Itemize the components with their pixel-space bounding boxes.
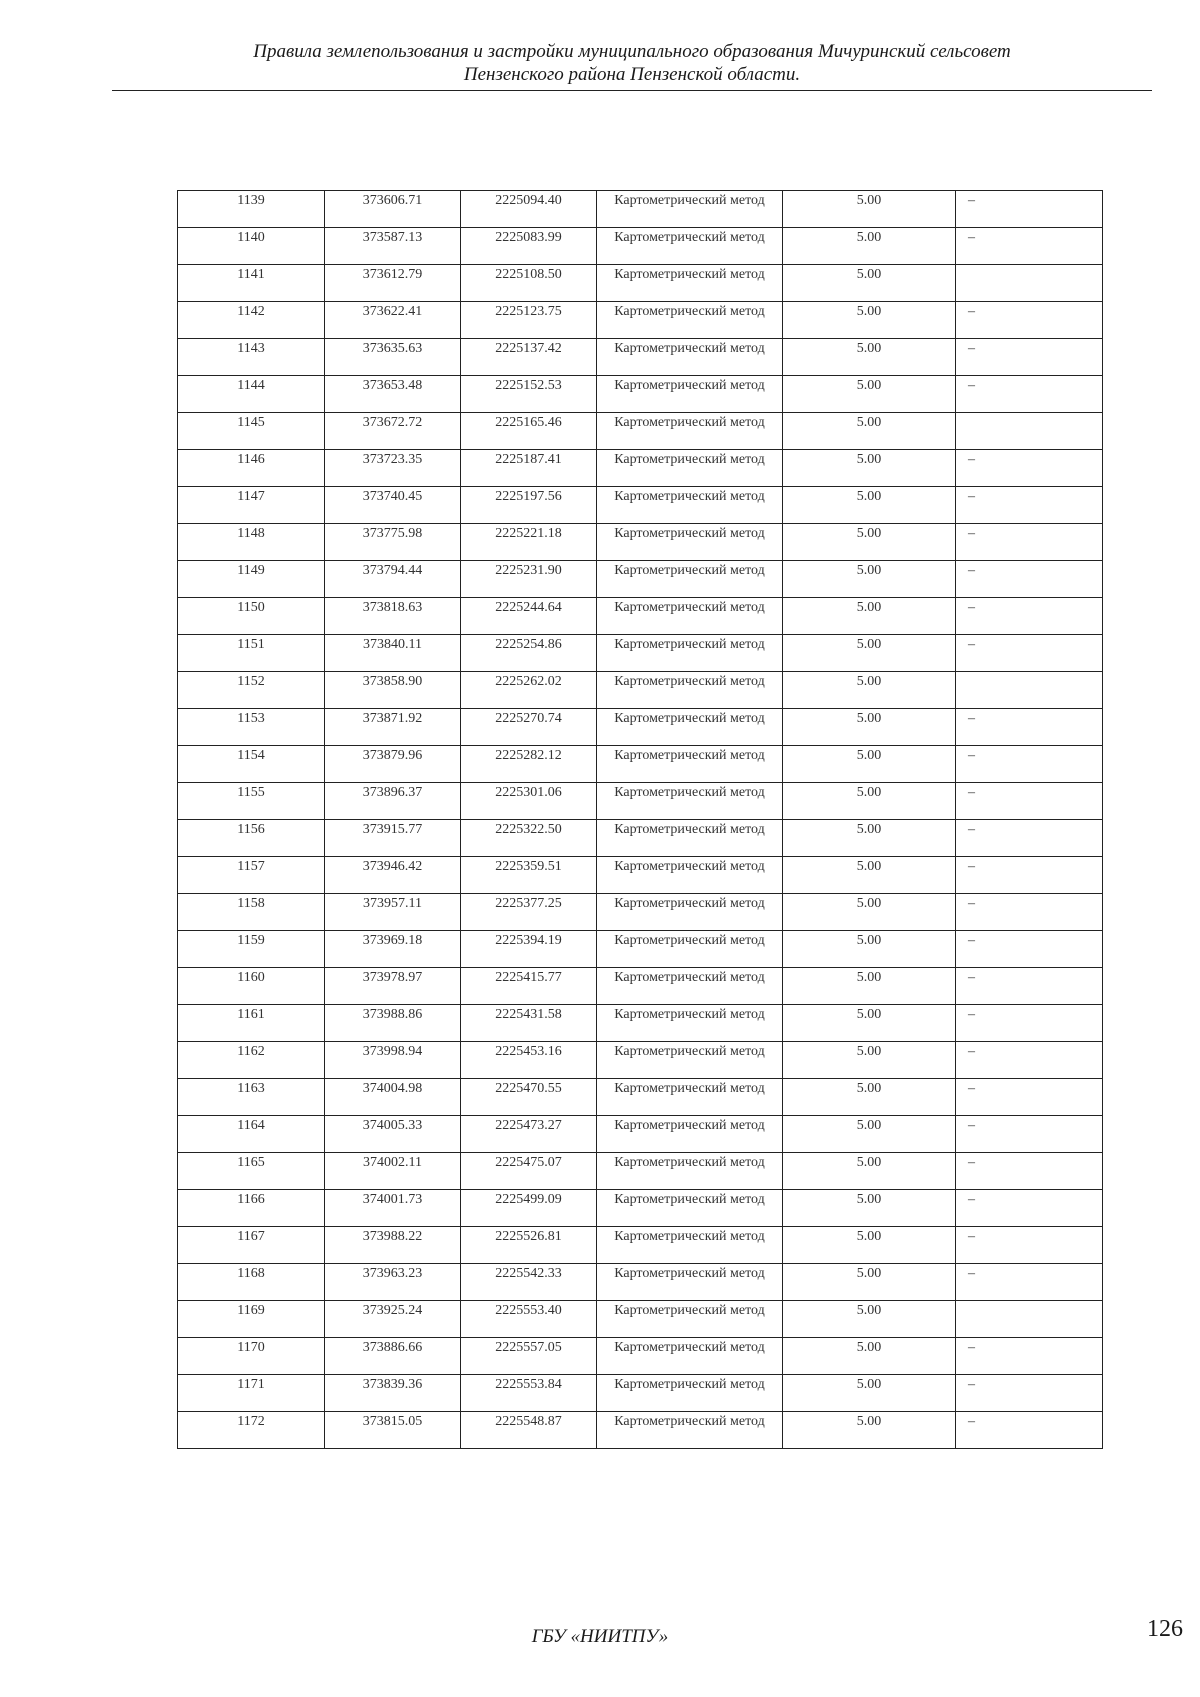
- accuracy-cell: 5.00: [783, 1079, 956, 1116]
- table-row: [178, 783, 1103, 820]
- x-coordinate-cell: 373839.36: [325, 1375, 461, 1412]
- accuracy-cell: 5.00: [783, 598, 956, 635]
- header-line-1: Правила землепользования и застройки муниципального образования Мичуринский сельсовет: [253, 41, 1011, 62]
- x-coordinate-cell: 373998.94: [325, 1042, 461, 1079]
- x-coordinate-cell: 374004.98: [325, 1079, 461, 1116]
- note-cell: –: [956, 746, 1103, 783]
- x-coordinate-cell: 373606.71: [325, 191, 461, 228]
- table-row: [178, 339, 1103, 376]
- note-cell: [956, 1301, 1103, 1338]
- x-coordinate-cell: 373612.79: [325, 265, 461, 302]
- note-cell: –: [956, 1079, 1103, 1116]
- accuracy-cell: 5.00: [783, 968, 956, 1005]
- table-row: [178, 524, 1103, 561]
- point-number-cell: 1140: [178, 228, 325, 265]
- method-cell: Картометрический метод: [597, 561, 783, 598]
- accuracy-cell: 5.00: [783, 561, 956, 598]
- y-coordinate-cell: 2225244.64: [461, 598, 597, 635]
- coordinates-table-body: [178, 191, 1103, 1449]
- table-row: [178, 561, 1103, 598]
- method-cell: Картометрический метод: [597, 598, 783, 635]
- accuracy-cell: 5.00: [783, 857, 956, 894]
- point-number-cell: 1145: [178, 413, 325, 450]
- table-row: [178, 1116, 1103, 1153]
- accuracy-cell: 5.00: [783, 376, 956, 413]
- note-cell: –: [956, 1042, 1103, 1079]
- point-number-cell: 1172: [178, 1412, 325, 1449]
- table-row: [178, 1227, 1103, 1264]
- x-coordinate-cell: 373886.66: [325, 1338, 461, 1375]
- method-cell: Картометрический метод: [597, 968, 783, 1005]
- accuracy-cell: 5.00: [783, 820, 956, 857]
- point-number-cell: 1150: [178, 598, 325, 635]
- x-coordinate-cell: 373858.90: [325, 672, 461, 709]
- note-cell: –: [956, 1116, 1103, 1153]
- x-coordinate-cell: 373925.24: [325, 1301, 461, 1338]
- y-coordinate-cell: 2225453.16: [461, 1042, 597, 1079]
- method-cell: Картометрический метод: [597, 450, 783, 487]
- point-number-cell: 1160: [178, 968, 325, 1005]
- y-coordinate-cell: 2225197.56: [461, 487, 597, 524]
- method-cell: Картометрический метод: [597, 1153, 783, 1190]
- method-cell: Картометрический метод: [597, 1079, 783, 1116]
- table-row: [178, 1042, 1103, 1079]
- note-cell: –: [956, 894, 1103, 931]
- accuracy-cell: 5.00: [783, 524, 956, 561]
- x-coordinate-cell: 374001.73: [325, 1190, 461, 1227]
- table-row: [178, 598, 1103, 635]
- y-coordinate-cell: 2225165.46: [461, 413, 597, 450]
- accuracy-cell: 5.00: [783, 931, 956, 968]
- note-cell: –: [956, 931, 1103, 968]
- y-coordinate-cell: 2225254.86: [461, 635, 597, 672]
- accuracy-cell: 5.00: [783, 1301, 956, 1338]
- point-number-cell: 1148: [178, 524, 325, 561]
- table-row: [178, 1375, 1103, 1412]
- y-coordinate-cell: 2225431.58: [461, 1005, 597, 1042]
- accuracy-cell: 5.00: [783, 1375, 956, 1412]
- note-cell: –: [956, 339, 1103, 376]
- x-coordinate-cell: 373988.86: [325, 1005, 461, 1042]
- table-row: [178, 1301, 1103, 1338]
- note-cell: –: [956, 1005, 1103, 1042]
- accuracy-cell: 5.00: [783, 1227, 956, 1264]
- y-coordinate-cell: 2225262.02: [461, 672, 597, 709]
- method-cell: Картометрический метод: [597, 894, 783, 931]
- y-coordinate-cell: 2225137.42: [461, 339, 597, 376]
- method-cell: Картометрический метод: [597, 191, 783, 228]
- x-coordinate-cell: 373871.92: [325, 709, 461, 746]
- table-row: [178, 1338, 1103, 1375]
- table-row: [178, 191, 1103, 228]
- accuracy-cell: 5.00: [783, 1264, 956, 1301]
- y-coordinate-cell: 2225526.81: [461, 1227, 597, 1264]
- x-coordinate-cell: 373978.97: [325, 968, 461, 1005]
- point-number-cell: 1155: [178, 783, 325, 820]
- point-number-cell: 1154: [178, 746, 325, 783]
- accuracy-cell: 5.00: [783, 265, 956, 302]
- note-cell: –: [956, 857, 1103, 894]
- table-row: [178, 487, 1103, 524]
- method-cell: Картометрический метод: [597, 228, 783, 265]
- accuracy-cell: 5.00: [783, 302, 956, 339]
- accuracy-cell: 5.00: [783, 1412, 956, 1449]
- point-number-cell: 1161: [178, 1005, 325, 1042]
- x-coordinate-cell: 373723.35: [325, 450, 461, 487]
- x-coordinate-cell: 373896.37: [325, 783, 461, 820]
- y-coordinate-cell: 2225548.87: [461, 1412, 597, 1449]
- note-cell: [956, 413, 1103, 450]
- note-cell: –: [956, 968, 1103, 1005]
- note-cell: –: [956, 820, 1103, 857]
- note-cell: [956, 672, 1103, 709]
- point-number-cell: 1170: [178, 1338, 325, 1375]
- y-coordinate-cell: 2225470.55: [461, 1079, 597, 1116]
- y-coordinate-cell: 2225394.19: [461, 931, 597, 968]
- table-row: [178, 709, 1103, 746]
- accuracy-cell: 5.00: [783, 746, 956, 783]
- x-coordinate-cell: 373775.98: [325, 524, 461, 561]
- y-coordinate-cell: 2225301.06: [461, 783, 597, 820]
- accuracy-cell: 5.00: [783, 1190, 956, 1227]
- y-coordinate-cell: 2225123.75: [461, 302, 597, 339]
- method-cell: Картометрический метод: [597, 635, 783, 672]
- x-coordinate-cell: 373879.96: [325, 746, 461, 783]
- x-coordinate-cell: 373587.13: [325, 228, 461, 265]
- note-cell: [956, 265, 1103, 302]
- point-number-cell: 1157: [178, 857, 325, 894]
- note-cell: –: [956, 1412, 1103, 1449]
- table-row: [178, 931, 1103, 968]
- x-coordinate-cell: 373963.23: [325, 1264, 461, 1301]
- method-cell: Картометрический метод: [597, 1301, 783, 1338]
- table-row: [178, 302, 1103, 339]
- point-number-cell: 1168: [178, 1264, 325, 1301]
- method-cell: Картометрический метод: [597, 820, 783, 857]
- x-coordinate-cell: 373740.45: [325, 487, 461, 524]
- note-cell: –: [956, 1375, 1103, 1412]
- note-cell: –: [956, 561, 1103, 598]
- table-row: [178, 894, 1103, 931]
- x-coordinate-cell: 374005.33: [325, 1116, 461, 1153]
- x-coordinate-cell: 373818.63: [325, 598, 461, 635]
- accuracy-cell: 5.00: [783, 339, 956, 376]
- x-coordinate-cell: 373915.77: [325, 820, 461, 857]
- page-header: [112, 40, 1152, 86]
- y-coordinate-cell: 2225557.05: [461, 1338, 597, 1375]
- method-cell: Картометрический метод: [597, 487, 783, 524]
- y-coordinate-cell: 2225542.33: [461, 1264, 597, 1301]
- method-cell: Картометрический метод: [597, 1375, 783, 1412]
- note-cell: –: [956, 1338, 1103, 1375]
- table-row: [178, 1190, 1103, 1227]
- point-number-cell: 1158: [178, 894, 325, 931]
- method-cell: Картометрический метод: [597, 1264, 783, 1301]
- note-cell: –: [956, 302, 1103, 339]
- note-cell: –: [956, 228, 1103, 265]
- y-coordinate-cell: 2225553.40: [461, 1301, 597, 1338]
- table-row: [178, 968, 1103, 1005]
- accuracy-cell: 5.00: [783, 191, 956, 228]
- table-row: [178, 1005, 1103, 1042]
- accuracy-cell: 5.00: [783, 1116, 956, 1153]
- method-cell: Картометрический метод: [597, 746, 783, 783]
- method-cell: Картометрический метод: [597, 413, 783, 450]
- method-cell: Картометрический метод: [597, 1005, 783, 1042]
- point-number-cell: 1169: [178, 1301, 325, 1338]
- note-cell: –: [956, 1190, 1103, 1227]
- accuracy-cell: 5.00: [783, 1042, 956, 1079]
- table-row: [178, 857, 1103, 894]
- method-cell: Картометрический метод: [597, 1227, 783, 1264]
- table-row: [178, 746, 1103, 783]
- method-cell: Картометрический метод: [597, 265, 783, 302]
- y-coordinate-cell: 2225322.50: [461, 820, 597, 857]
- accuracy-cell: 5.00: [783, 1153, 956, 1190]
- x-coordinate-cell: 373635.63: [325, 339, 461, 376]
- x-coordinate-cell: 373622.41: [325, 302, 461, 339]
- y-coordinate-cell: 2225473.27: [461, 1116, 597, 1153]
- table-row: [178, 265, 1103, 302]
- method-cell: Картометрический метод: [597, 1190, 783, 1227]
- note-cell: –: [956, 709, 1103, 746]
- accuracy-cell: 5.00: [783, 635, 956, 672]
- table-row: [178, 820, 1103, 857]
- y-coordinate-cell: 2225415.77: [461, 968, 597, 1005]
- x-coordinate-cell: 374002.11: [325, 1153, 461, 1190]
- table-row: [178, 1079, 1103, 1116]
- y-coordinate-cell: 2225083.99: [461, 228, 597, 265]
- method-cell: Картометрический метод: [597, 709, 783, 746]
- point-number-cell: 1141: [178, 265, 325, 302]
- note-cell: –: [956, 1264, 1103, 1301]
- y-coordinate-cell: 2225475.07: [461, 1153, 597, 1190]
- table-row: [178, 635, 1103, 672]
- point-number-cell: 1139: [178, 191, 325, 228]
- accuracy-cell: 5.00: [783, 228, 956, 265]
- note-cell: –: [956, 191, 1103, 228]
- y-coordinate-cell: 2225377.25: [461, 894, 597, 931]
- table-row: [178, 228, 1103, 265]
- y-coordinate-cell: 2225553.84: [461, 1375, 597, 1412]
- accuracy-cell: 5.00: [783, 783, 956, 820]
- table-row: [178, 672, 1103, 709]
- x-coordinate-cell: 373969.18: [325, 931, 461, 968]
- accuracy-cell: 5.00: [783, 1338, 956, 1375]
- note-cell: –: [956, 1227, 1103, 1264]
- table-row: [178, 450, 1103, 487]
- x-coordinate-cell: 373815.05: [325, 1412, 461, 1449]
- note-cell: –: [956, 450, 1103, 487]
- point-number-cell: 1171: [178, 1375, 325, 1412]
- x-coordinate-cell: 373946.42: [325, 857, 461, 894]
- point-number-cell: 1144: [178, 376, 325, 413]
- method-cell: Картометрический метод: [597, 339, 783, 376]
- y-coordinate-cell: 2225187.41: [461, 450, 597, 487]
- point-number-cell: 1166: [178, 1190, 325, 1227]
- point-number-cell: 1165: [178, 1153, 325, 1190]
- note-cell: –: [956, 376, 1103, 413]
- y-coordinate-cell: 2225270.74: [461, 709, 597, 746]
- method-cell: Картометрический метод: [597, 931, 783, 968]
- point-number-cell: 1163: [178, 1079, 325, 1116]
- accuracy-cell: 5.00: [783, 709, 956, 746]
- method-cell: Картометрический метод: [597, 1412, 783, 1449]
- x-coordinate-cell: 373653.48: [325, 376, 461, 413]
- y-coordinate-cell: 2225152.53: [461, 376, 597, 413]
- y-coordinate-cell: 2225108.50: [461, 265, 597, 302]
- point-number-cell: 1151: [178, 635, 325, 672]
- point-number-cell: 1143: [178, 339, 325, 376]
- point-number-cell: 1167: [178, 1227, 325, 1264]
- y-coordinate-cell: 2225359.51: [461, 857, 597, 894]
- method-cell: Картометрический метод: [597, 1338, 783, 1375]
- y-coordinate-cell: 2225231.90: [461, 561, 597, 598]
- method-cell: Картометрический метод: [597, 1116, 783, 1153]
- page-number: 126: [1147, 1616, 1183, 1642]
- method-cell: Картометрический метод: [597, 672, 783, 709]
- method-cell: Картометрический метод: [597, 302, 783, 339]
- point-number-cell: 1159: [178, 931, 325, 968]
- point-number-cell: 1149: [178, 561, 325, 598]
- method-cell: Картометрический метод: [597, 857, 783, 894]
- table-row: [178, 413, 1103, 450]
- accuracy-cell: 5.00: [783, 1005, 956, 1042]
- x-coordinate-cell: 373988.22: [325, 1227, 461, 1264]
- method-cell: Картометрический метод: [597, 524, 783, 561]
- table-row: [178, 1264, 1103, 1301]
- point-number-cell: 1156: [178, 820, 325, 857]
- footer-organization: ГБУ «НИИТПУ»: [531, 1626, 669, 1647]
- point-number-cell: 1152: [178, 672, 325, 709]
- x-coordinate-cell: 373672.72: [325, 413, 461, 450]
- header-line-2: Пензенского района Пензенской области.: [463, 64, 801, 85]
- point-number-cell: 1146: [178, 450, 325, 487]
- note-cell: –: [956, 487, 1103, 524]
- y-coordinate-cell: 2225094.40: [461, 191, 597, 228]
- x-coordinate-cell: 373794.44: [325, 561, 461, 598]
- y-coordinate-cell: 2225221.18: [461, 524, 597, 561]
- note-cell: –: [956, 1153, 1103, 1190]
- note-cell: –: [956, 524, 1103, 561]
- accuracy-cell: 5.00: [783, 894, 956, 931]
- method-cell: Картометрический метод: [597, 783, 783, 820]
- accuracy-cell: 5.00: [783, 450, 956, 487]
- point-number-cell: 1153: [178, 709, 325, 746]
- note-cell: –: [956, 598, 1103, 635]
- accuracy-cell: 5.00: [783, 672, 956, 709]
- point-number-cell: 1142: [178, 302, 325, 339]
- method-cell: Картометрический метод: [597, 376, 783, 413]
- table-row: [178, 1412, 1103, 1449]
- y-coordinate-cell: 2225499.09: [461, 1190, 597, 1227]
- note-cell: –: [956, 783, 1103, 820]
- x-coordinate-cell: 373957.11: [325, 894, 461, 931]
- point-number-cell: 1147: [178, 487, 325, 524]
- note-cell: –: [956, 635, 1103, 672]
- accuracy-cell: 5.00: [783, 487, 956, 524]
- point-number-cell: 1162: [178, 1042, 325, 1079]
- table-row: [178, 1153, 1103, 1190]
- table-row: [178, 376, 1103, 413]
- coordinates-table: [177, 190, 1103, 1449]
- accuracy-cell: 5.00: [783, 413, 956, 450]
- header-divider: [112, 90, 1152, 91]
- method-cell: Картометрический метод: [597, 1042, 783, 1079]
- point-number-cell: 1164: [178, 1116, 325, 1153]
- y-coordinate-cell: 2225282.12: [461, 746, 597, 783]
- x-coordinate-cell: 373840.11: [325, 635, 461, 672]
